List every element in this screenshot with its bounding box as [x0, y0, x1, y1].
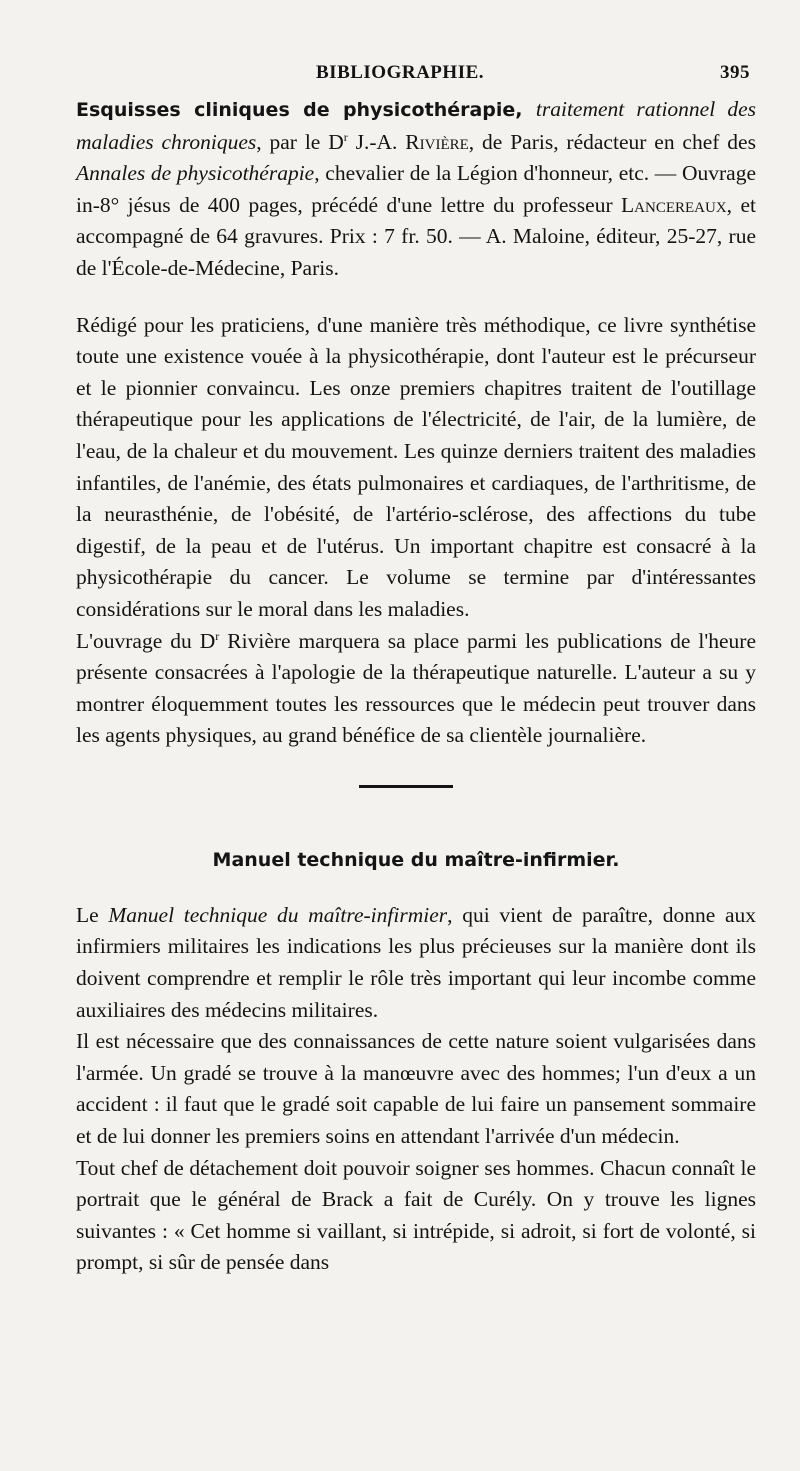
- entry1-author-initials: J.-A.: [347, 129, 406, 154]
- entry1-author-name: Rivière: [405, 129, 469, 154]
- entry1-affiliation: , de Paris, rédacteur en chef des: [468, 129, 756, 154]
- entry1-details-2: , et accompagné de 64 gravures. Prix : 7 fr. 50. — A. Maloine, éditeur, 25-27, rue de l'École-de-Médecine, Paris.: [76, 192, 756, 280]
- review2-p1-italic: Manuel technique du maître-infirmier: [108, 902, 448, 927]
- review1-p2-rest: Rivière marquera sa place parmi les publications de l'heure présente consacrées à l'apologie de la thérapeutique naturelle. L'auteur a su y montrer éloquemment toutes les ressources que le médecin peut trouver dans les agents physiques, au grand bénéfice de sa clientèle journalière.: [76, 628, 756, 748]
- review1-p2-superscript: r: [215, 628, 220, 643]
- review2-paragraph-2: Il est nécessaire que des connaissances de cette nature soient vulgarisées dans l'armée. Un gradé se trouve à la manœuvre avec des hommes; l'un d'eux a un accident : il faut que le gradé soit capable de lui faire un pansement sommaire et de lui donner les premiers soins en attendant l'arrivée d'un médecin.: [76, 1029, 756, 1149]
- entry1-by-superscript: r: [343, 129, 348, 144]
- review2-p1-rest: , qui vient de paraître, donne aux infirmiers militaires les indications les plus précieuses sur la manière dont ils doivent comprendre et remplir le rôle très important qui leur incombe comme auxiliaires des médecins militaires.: [76, 902, 756, 1022]
- entry1-title: Esquisses cliniques de physicothérapie: [76, 99, 516, 121]
- entry1-title-separator: ,: [515, 99, 536, 121]
- review2-paragraph-3: Tout chef de détachement doit pouvoir soigner ses hommes. Chacun connaît le portrait que le général de Brack a fait de Curély. On y trouve les lignes suivantes : « Cet homme si vaillant, si intrépide, si adroit, si fort de volonté, si prompt, si sûr de pensée dans: [76, 1155, 756, 1275]
- entry1-by: , par le D: [256, 129, 344, 154]
- running-header: [76, 54, 756, 94]
- review1-paragraph-2: [76, 626, 756, 752]
- entry1-journal: Annales de physicothérapie: [76, 161, 315, 186]
- page-number: 395: [720, 62, 750, 83]
- entry1-subtitle: traitement rationnel des maladies chroniques: [76, 97, 756, 154]
- review1-p2-start: L'ouvrage du D: [76, 628, 216, 653]
- entry1-professor: Lancereaux: [621, 192, 727, 217]
- entry2-title: Manuel technique du maître-infirmier.: [212, 848, 620, 871]
- review1-paragraph-1: Rédigé pour les praticiens, d'une manière très méthodique, ce livre synthétise toute une existence vouée à la physicothérapie, dont l'auteur est le précurseur et le pionnier convaincu. Les onze premiers chapitres traitent de l'outillage thérapeutique pour les applications de l'électricité, de l'air, de la lumière, de l'eau, de la chaleur et du mouvement. Les quinze derniers traitent des maladies infantiles, de l'anémie, des états pulmonaires et cardiaques, de l'arthritisme, de la neurasthénie, de l'obésité, de l'artério-sclérose, des affections du tube digestif, de la peau et de l'utérus. Un important chapitre est consacré à la physicothérapie du cancer. Le volume se termine par d'intéressantes considérations sur le moral dans les maladies.: [76, 312, 756, 621]
- review2-p1-start: Le: [76, 902, 109, 927]
- review2-paragraph-1: [76, 900, 756, 1026]
- bibliographic-entry-1: [76, 94, 756, 285]
- running-title: BIBLIOGRAPHIE.: [316, 62, 485, 83]
- entry1-details-1: , chevalier de la Légion d'honneur, etc. — Ouvrage in-8° jésus de 400 pages, précédé d'une lettre du professeur: [76, 161, 757, 217]
- section-divider: [359, 785, 453, 788]
